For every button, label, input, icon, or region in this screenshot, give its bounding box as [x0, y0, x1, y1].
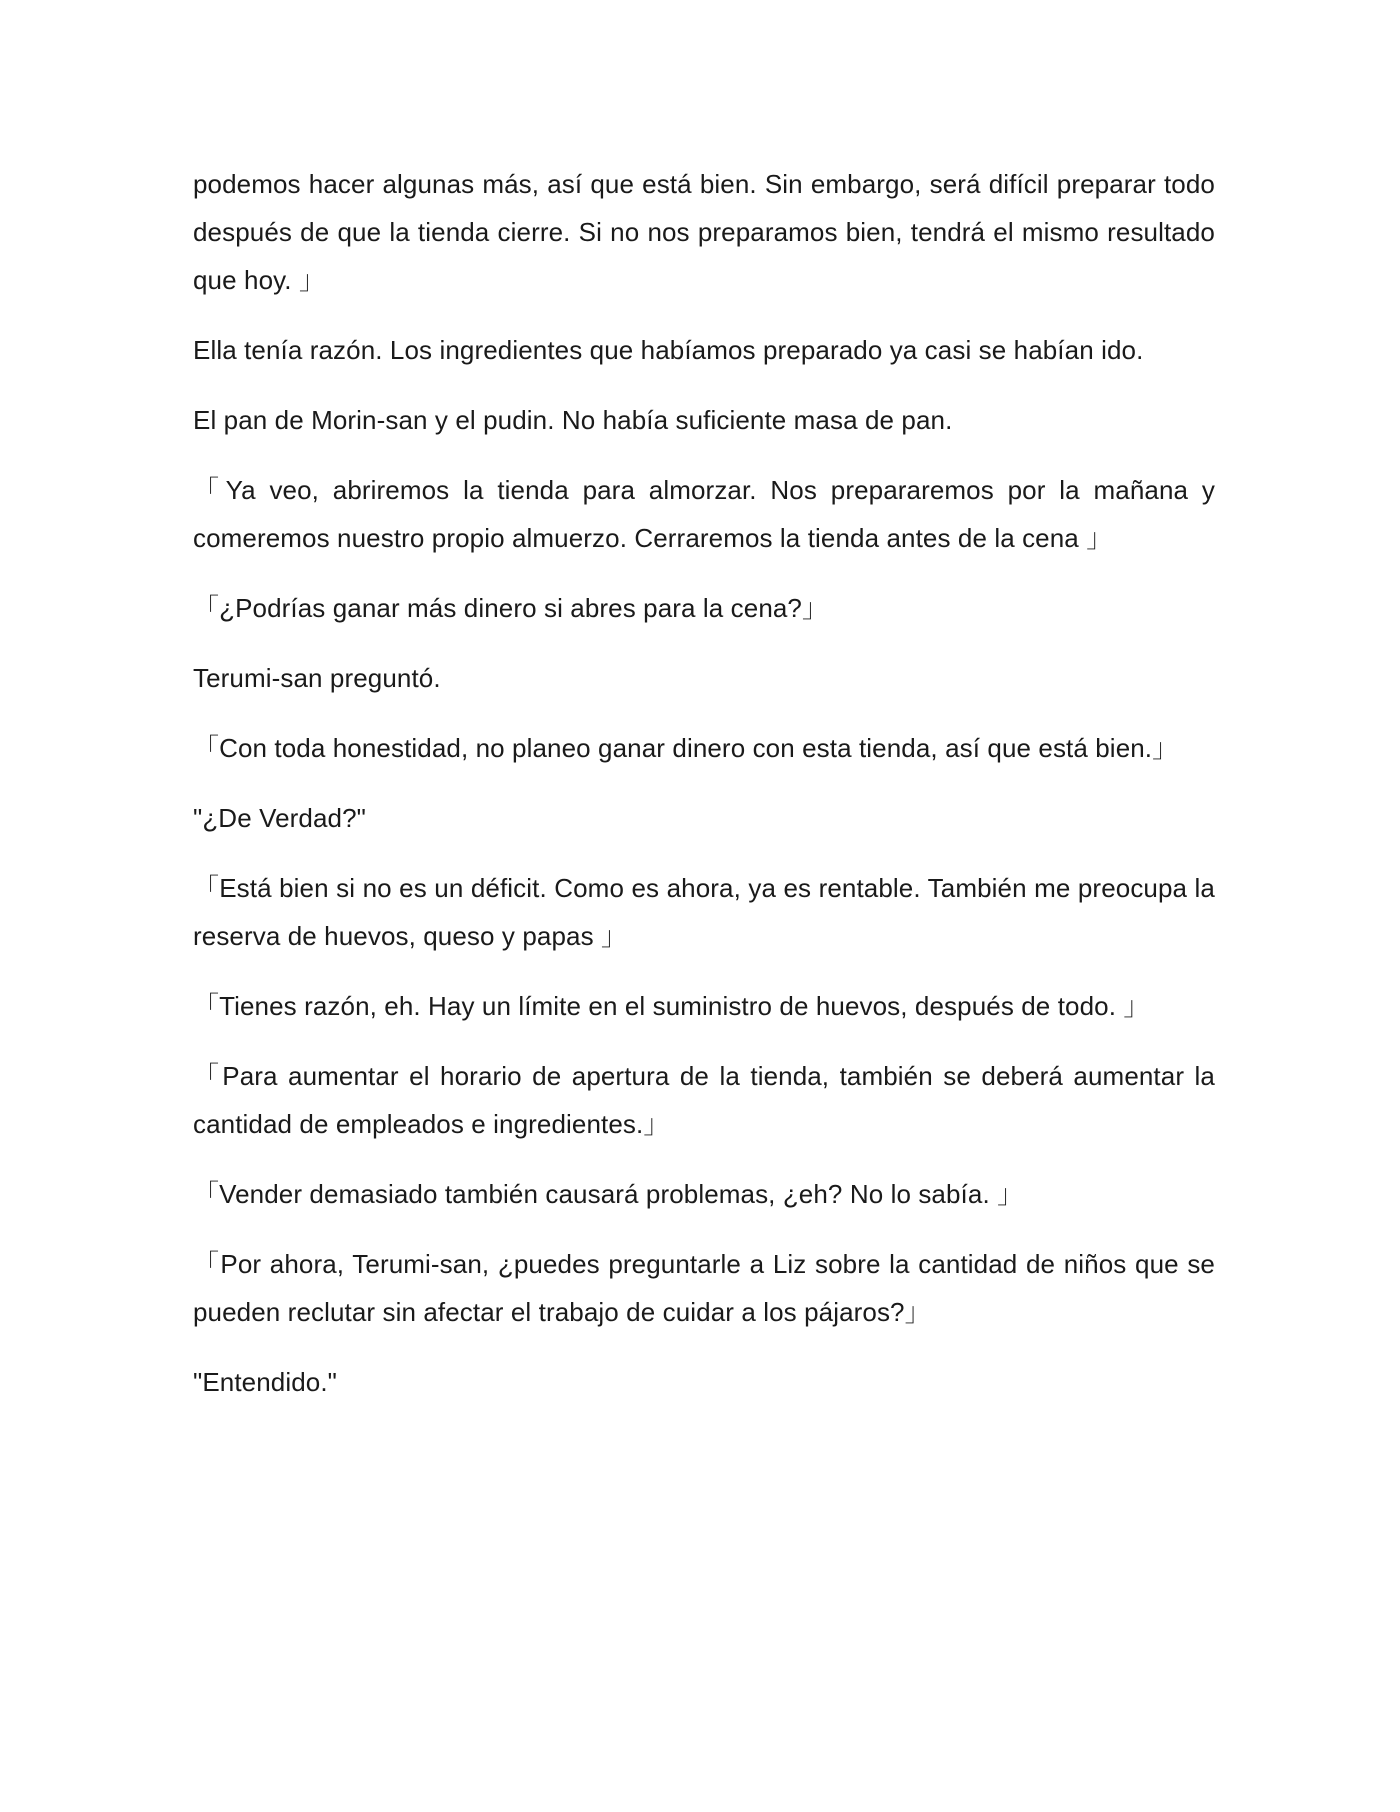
paragraph-12: 「Vender demasiado también causará problemas, ¿eh? No lo sabía. 」	[193, 1179, 1024, 1209]
paragraph-13: 「Por ahora, Terumi-san, ¿puedes preguntarle a Liz sobre la cantidad de niños que se pueden reclutar sin afectar el trabajo de cuidar a los pájaros?」	[193, 1249, 1215, 1327]
paragraph-2: Ella tenía razón. Los ingredientes que habíamos preparado ya casi se habían ido.	[193, 335, 1144, 365]
paragraph-8: "¿De Verdad?"	[193, 803, 366, 833]
paragraph-1: podemos hacer algunas más, así que está bien. Sin embargo, será difícil preparar todo después de que la tienda cierre. Si no nos preparamos bien, tendrá el mismo resultado que hoy. 」	[193, 169, 1215, 295]
paragraph-14: "Entendido."	[193, 1367, 337, 1397]
paragraph-10: 「Tienes razón, eh. Hay un límite en el suministro de huevos, después de todo. 」	[193, 991, 1150, 1021]
paragraph-7: 「Con toda honestidad, no planeo ganar dinero con esta tienda, así que está bien.」	[193, 733, 1179, 763]
document-page	[193, 160, 1215, 1428]
paragraph-3: El pan de Morin-san y el pudin. No había suficiente masa de pan.	[193, 405, 953, 435]
paragraph-5: 「¿Podrías ganar más dinero si abres para la cena?」	[193, 593, 829, 623]
paragraph-6: Terumi-san preguntó.	[193, 663, 441, 693]
paragraph-9: 「Está bien si no es un déficit. Como es ahora, ya es rentable. También me preocupa la reserva de huevos, queso y papas 」	[193, 873, 1215, 951]
paragraph-4: 「Ya veo, abriremos la tienda para almorzar. Nos prepararemos por la mañana y comeremos nuestro propio almuerzo. Cerraremos la tienda antes de la cena 」	[193, 475, 1215, 553]
paragraph-11: 「Para aumentar el horario de apertura de la tienda, también se deberá aumentar la cantidad de empleados e ingredientes.」	[193, 1061, 1215, 1139]
